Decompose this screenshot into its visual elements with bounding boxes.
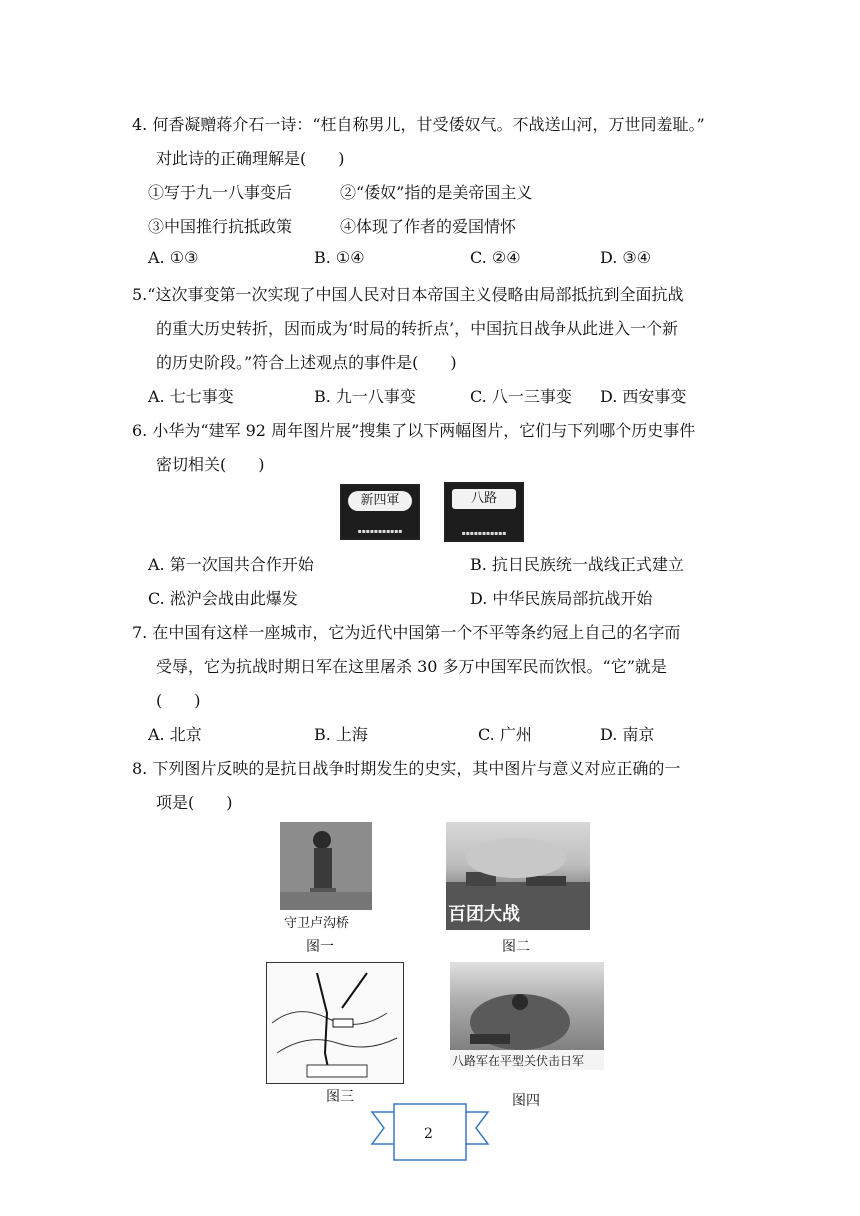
pingxingguan-photo-image <box>450 962 604 1070</box>
q8-stem-line2: 项是( ) <box>156 793 233 812</box>
image-caption-overlay: 八路军在平型关伏击日军 <box>452 1054 585 1068</box>
q6-option-a: A. 第一次国共合作开始 <box>148 555 314 574</box>
q4-statement-3: ③中国推行抗抵政策 <box>148 217 293 236</box>
q6-option-d: D. 中华民族局部抗战开始 <box>470 589 653 608</box>
q5-stem-line3: 的历史阶段。”符合上述观点的事件是( ) <box>156 353 457 372</box>
badge-label: 八路 <box>452 489 516 509</box>
q6-stem-line1: 6. 小华为“建军 92 周年图片展”搜集了以下两幅图片，它们与下列哪个历史事件 <box>132 421 696 440</box>
figure-4-label: 图四 <box>512 1093 540 1109</box>
q7-stem-line1: 7. 在中国有这样一座城市，它为近代中国第一个不平等条约冠上自己的名字而 <box>132 623 681 642</box>
q4-option-d: D. ③④ <box>600 248 652 267</box>
q4-option-c: C. ②④ <box>470 248 521 267</box>
q7-option-b: B. 上海 <box>314 725 368 744</box>
map-lines <box>267 963 403 1083</box>
q7-stem-line2: 受辱，它为抗战时期日军在这里屠杀 30 多万中国军民而饮恨。“它”就是 <box>156 657 667 676</box>
badge-label: 新四軍 <box>348 491 412 511</box>
eighth-route-army-badge-image <box>444 482 524 542</box>
figure-3-label: 图三 <box>326 1089 354 1105</box>
q5-option-d: D. 西安事变 <box>600 387 687 406</box>
q4-stem-line1: 4. 何香凝赠蒋介石一诗：“枉自称男儿，甘受倭奴气。不战送山河，万世同羞耻。” <box>132 115 705 134</box>
figure-1-label: 图一 <box>306 939 334 955</box>
figure-2-label: 图二 <box>502 939 530 955</box>
q7-stem-line3: ( ) <box>156 691 201 710</box>
q4-statement-4: ④体现了作者的爱国情怀 <box>340 217 517 236</box>
q4-option-b: B. ①④ <box>314 248 365 267</box>
battle-map-image <box>266 962 404 1084</box>
q6-option-c: C. 淞沪会战由此爆发 <box>148 589 298 608</box>
page-number: 2 <box>424 1126 433 1142</box>
q5-stem-line1: 5.“这次事变第一次实现了中国人民对日本帝国主义侵略由局部抵抗到全面抗战 <box>132 285 684 304</box>
badge-small-text: ▪▪▪▪▪▪▪▪▪▪▪ <box>461 530 507 537</box>
q4-stem-line2: 对此诗的正确理解是( ) <box>156 149 345 168</box>
q7-option-c: C. 广州 <box>478 725 532 744</box>
q5-stem-line2: 的重大历史转折，因而成为‘时局的转折点’，中国抗日战争从此进入一个新 <box>156 319 679 338</box>
q5-option-b: B. 九一八事变 <box>314 387 416 406</box>
image-caption-overlay: 守卫卢沟桥 <box>284 916 350 930</box>
q6-stem-line2: 密切相关( ) <box>156 455 265 474</box>
hundred-regiments-photo-image <box>446 822 590 930</box>
q5-option-a: A. 七七事变 <box>148 387 234 406</box>
q7-option-a: A. 北京 <box>148 725 202 744</box>
q4-option-a: A. ①③ <box>148 248 199 267</box>
q7-option-d: D. 南京 <box>600 725 655 744</box>
q6-option-b: B. 抗日民族统一战线正式建立 <box>470 555 684 574</box>
q4-statement-2: ②“倭奴”指的是美帝国主义 <box>340 183 533 202</box>
image-caption-overlay: 百团大战 <box>448 904 520 925</box>
soldier-photo-image <box>280 822 372 930</box>
badge-small-text: ▪▪▪▪▪▪▪▪▪▪▪ <box>357 528 403 535</box>
new-fourth-army-badge-image <box>340 484 420 540</box>
q5-option-c: C. 八一三事变 <box>470 387 572 406</box>
q8-stem-line1: 8. 下列图片反映的是抗日战争时期发生的史实，其中图片与意义对应正确的一 <box>132 759 681 778</box>
q4-statement-1: ①写于九一八事变后 <box>148 183 293 202</box>
